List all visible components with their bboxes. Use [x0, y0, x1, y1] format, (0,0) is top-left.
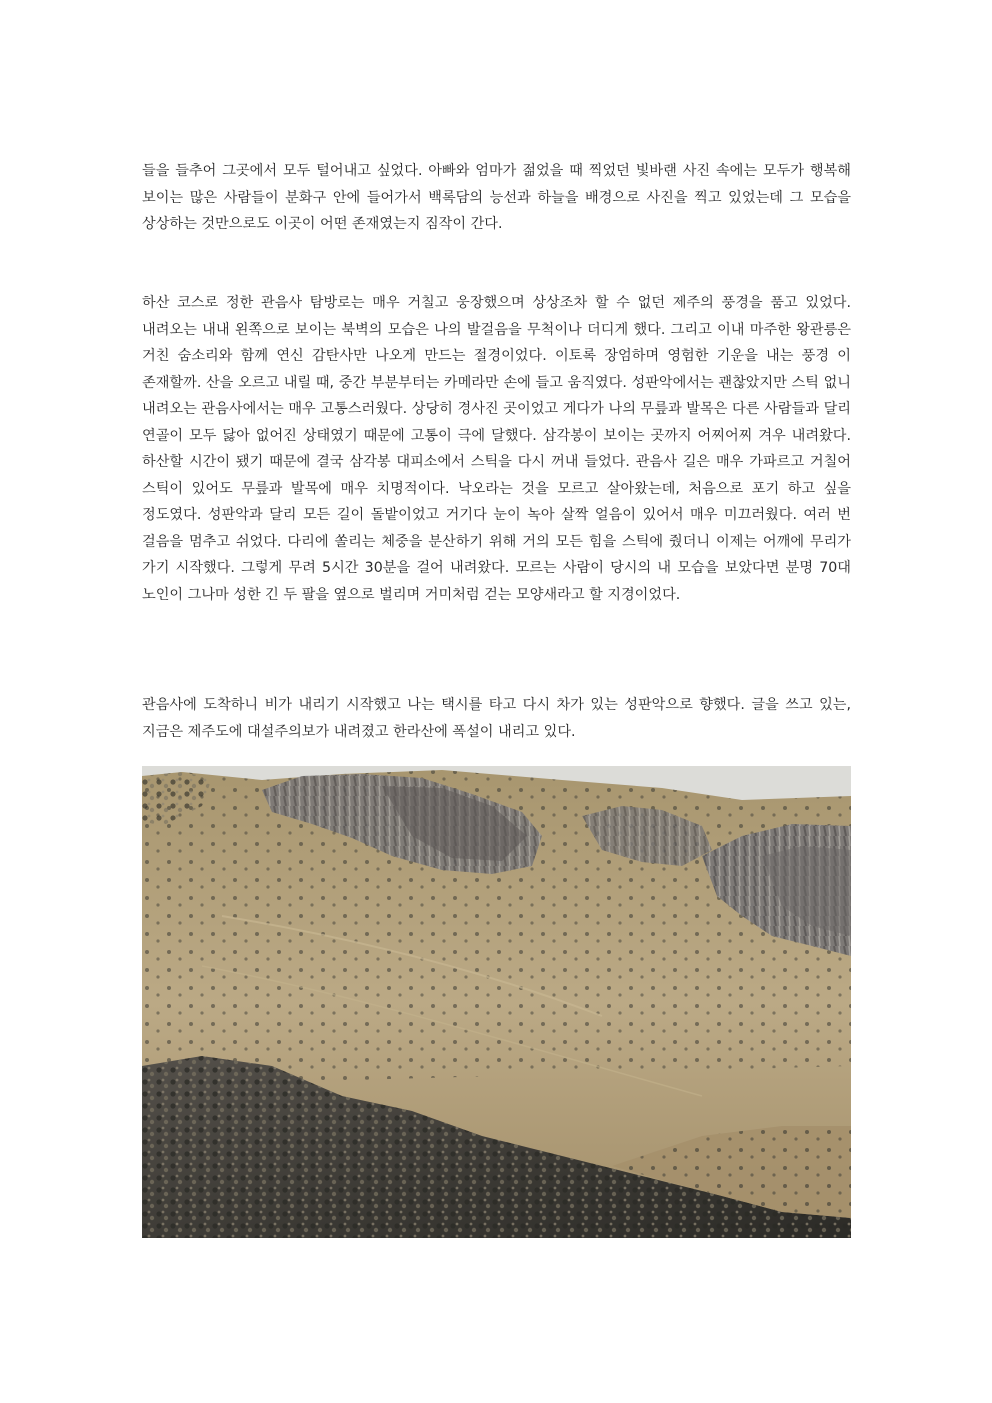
- paragraph-3: 관음사에 도착하니 비가 내리기 시작했고 나는 택시를 타고 다시 차가 있는 성판악으로 향했다. 글을 쓰고 있는, 지금은 제주도에 대설주의보가 내려졌고 한라산에 폭설이 내리고 있다.: [142, 697, 851, 740]
- paragraph-1: 들을 들추어 그곳에서 모두 털어내고 싶었다. 아빠와 엄마가 젊었을 때 찍었던 빛바랜 사진 속에는 모두가 행복해 보이는 많은 사람들이 분화구 안에 들어가서 백록담의 능선과 하늘을 배경으로 사진을 찍고 있었는데 그 모습을 상상하는 것만으로도 이곳이 어떤 존재였는지 짐작이 간다.: [142, 163, 851, 232]
- paragraph-2: 하산 코스로 정한 관음사 탐방로는 매우 거칠고 웅장했으며 상상조차 할 수 없던 제주의 풍경을 품고 있었다. 내려오는 내내 왼쪽으로 보이는 북벽의 모습은 나의 발걸음을 무척이나 더디게 했다. 그리고 이내 마주한 왕관릉은 거친 숨소리와 함께 연신 감탄사만 나오게 만드는 절경이었다. 이토록 장엄하며 영험한 기운을 내는 풍경 이 존재할까. 산을 오르고 내릴 때, 중간 부분부터는 카메라만 손에 들고 움직였다. 성판악에서는 괜찮았지만 스틱 없니 내려오는 관음사에서는 매우 고통스러웠다. 상당히 경사진 곳이었고 게다가 나의 무릎과 발목은 다른 사람들과 달리 연골이 모두 닳아 없어진 상태였기 때문에 고통이 극에 달했다. 삼각봉이 보이는 곳까지 어찌어찌 겨우 내려왔다. 하산할 시간이 됐기 때문에 결국 삼각봉 대피소에서 스틱을 다시 꺼내 들었다. 관음사 길은 매우 가파르고 거칠어 스틱이 있어도 무릎과 발목에 매우 치명적이다. 낙오라는 것을 모르고 살아왔는데, 처음으로 포기 하고 싶을 정도였다. 성판악과 달리 모든 길이 돌밭이었고 거기다 눈이 녹아 살짝 얼음이 있어서 매우 미끄러웠다. 여러 번 걸음을 멈추고 쉬었다. 다리에 쏠리는 체중을 분산하기 위해 거의 모든 힘을 스틱에 줬더니 이제는 어깨에 무리가 가기 시작했다. 그렇게 무려 5시간 30분을 걸어 내려왔다. 모르는 사람이 당시의 내 모습을 보았다면 분명 70대 노인이 그나마 성한 긴 두 팔을 옆으로 벌리며 거미처럼 걷는 모양새라고 할 지경이었다.: [142, 295, 852, 603]
- mountain-photo: [142, 766, 851, 1238]
- mountain-photo-drawing: [142, 766, 851, 1238]
